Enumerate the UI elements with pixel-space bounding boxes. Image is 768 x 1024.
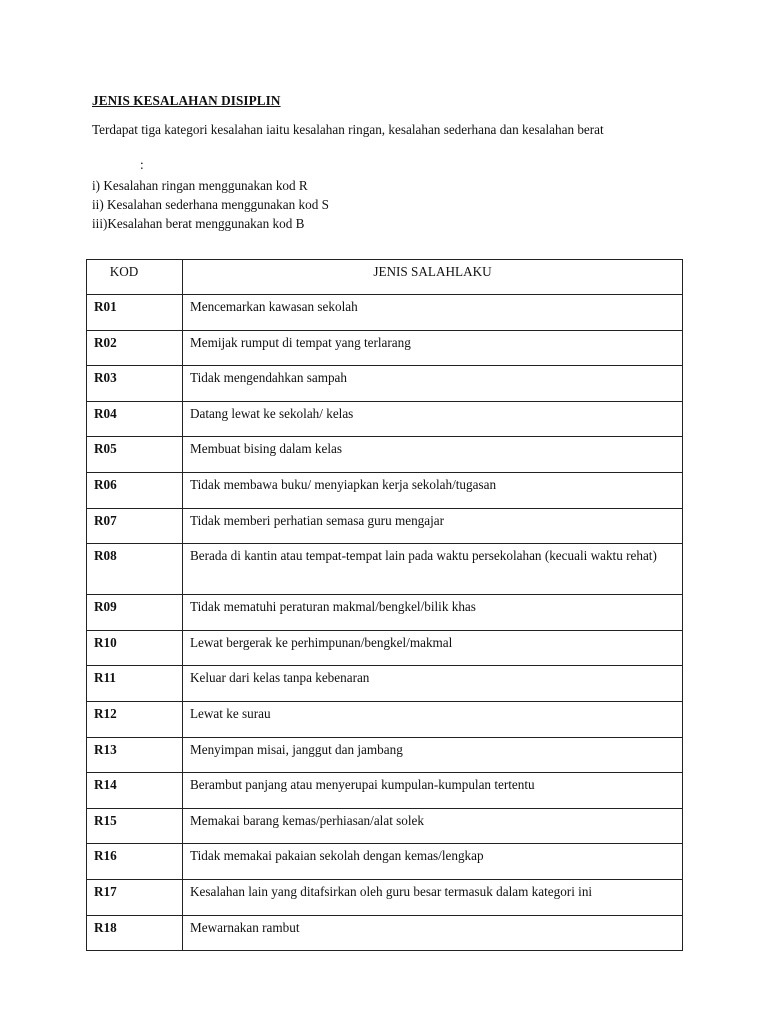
- offense-code: R02: [87, 330, 183, 366]
- table-row: [87, 879, 683, 915]
- offense-code: R16: [87, 844, 183, 880]
- table-row: [87, 630, 683, 666]
- offense-code: R11: [87, 666, 183, 702]
- offense-description: Tidak mematuhi peraturan makmal/bengkel/bilik khas: [183, 595, 683, 631]
- offense-table: [86, 259, 683, 951]
- table-row: [87, 508, 683, 544]
- offense-description: Membuat bising dalam kelas: [183, 437, 683, 473]
- offense-description: Lewat bergerak ke perhimpunan/bengkel/makmal: [183, 630, 683, 666]
- table-row: [87, 701, 683, 737]
- table-row: [87, 915, 683, 951]
- offense-code: R04: [87, 401, 183, 437]
- offense-description: Lewat ke surau: [183, 701, 683, 737]
- offense-code: R01: [87, 295, 183, 331]
- offense-code: R09: [87, 595, 183, 631]
- table-header-row: [87, 260, 683, 295]
- header-jenis-salahlaku: JENIS SALAHLAKU: [183, 260, 683, 295]
- offense-code: R15: [87, 808, 183, 844]
- category-item: iii)Kesalahan berat menggunakan kod B: [92, 216, 305, 231]
- table-row: [87, 773, 683, 809]
- offense-description: Tidak memakai pakaian sekolah dengan kemas/lengkap: [183, 844, 683, 880]
- offense-code: R07: [87, 508, 183, 544]
- offense-code: R08: [87, 544, 183, 595]
- offense-description: Mencemarkan kawasan sekolah: [183, 295, 683, 331]
- table-row: [87, 401, 683, 437]
- offense-code: R17: [87, 879, 183, 915]
- offense-description: Mewarnakan rambut: [183, 915, 683, 951]
- table-row: [87, 666, 683, 702]
- table-row: [87, 844, 683, 880]
- offense-code: R18: [87, 915, 183, 951]
- header-kod: KOD: [87, 260, 183, 295]
- table-row: [87, 544, 683, 595]
- table-row: [87, 472, 683, 508]
- table-row: [87, 330, 683, 366]
- table-row: [87, 437, 683, 473]
- offense-description: Memijak rumput di tempat yang terlarang: [183, 330, 683, 366]
- offense-description: Tidak membawa buku/ menyiapkan kerja sekolah/tugasan: [183, 472, 683, 508]
- offense-description: Menyimpan misai, janggut dan jambang: [183, 737, 683, 773]
- category-item: ii) Kesalahan sederhana menggunakan kod S: [92, 197, 329, 212]
- category-list: [92, 176, 329, 233]
- document-title: JENIS KESALAHAN DISIPLIN: [92, 93, 281, 108]
- table-row: [87, 295, 683, 331]
- offense-code: R12: [87, 701, 183, 737]
- table-row: [87, 595, 683, 631]
- offense-description: Kesalahan lain yang ditafsirkan oleh guru besar termasuk dalam kategori ini: [183, 879, 683, 915]
- offense-code: R06: [87, 472, 183, 508]
- offense-description: Tidak memberi perhatian semasa guru mengajar: [183, 508, 683, 544]
- offense-code: R14: [87, 773, 183, 809]
- intro-colon: :: [140, 157, 144, 172]
- offense-description: Datang lewat ke sekolah/ kelas: [183, 401, 683, 437]
- offense-description: Tidak mengendahkan sampah: [183, 366, 683, 402]
- offense-description: Berada di kantin atau tempat-tempat lain pada waktu persekolahan (kecuali waktu rehat): [183, 544, 683, 595]
- offense-description: Berambut panjang atau menyerupai kumpulan-kumpulan tertentu: [183, 773, 683, 809]
- category-item: i) Kesalahan ringan menggunakan kod R: [92, 178, 308, 193]
- table-row: [87, 366, 683, 402]
- offense-code: R03: [87, 366, 183, 402]
- offense-code: R10: [87, 630, 183, 666]
- table-row: [87, 737, 683, 773]
- offense-code: R13: [87, 737, 183, 773]
- offense-description: Memakai barang kemas/perhiasan/alat solek: [183, 808, 683, 844]
- offense-code: R05: [87, 437, 183, 473]
- table-row: [87, 808, 683, 844]
- offense-description: Keluar dari kelas tanpa kebenaran: [183, 666, 683, 702]
- intro-paragraph: Terdapat tiga kategori kesalahan iaitu kesalahan ringan, kesalahan sederhana dan kesalahan berat: [92, 122, 604, 137]
